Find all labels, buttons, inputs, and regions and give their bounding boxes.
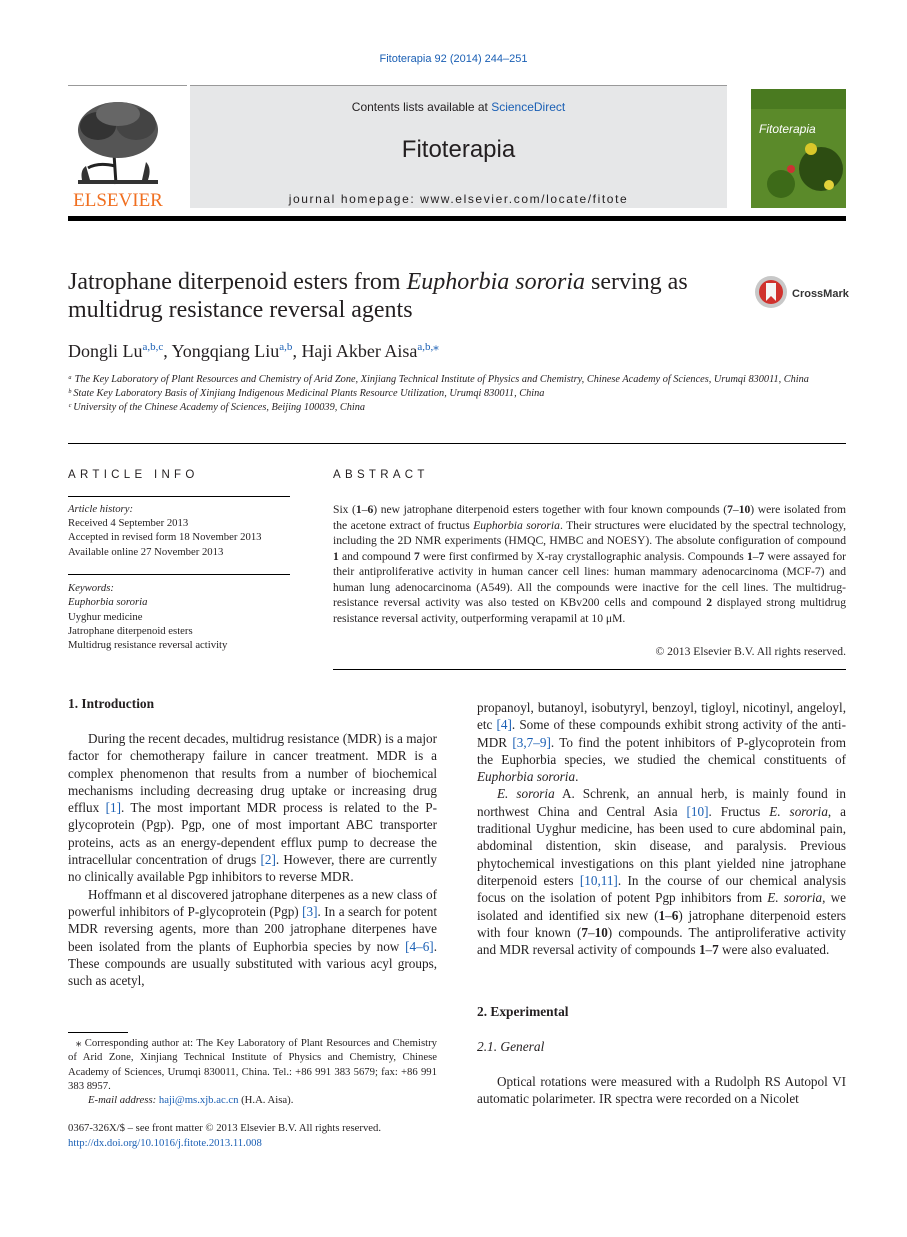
- keyword: Uyghur medicine: [68, 610, 143, 623]
- abstract-copyright: © 2013 Elsevier B.V. All rights reserved.: [655, 645, 846, 658]
- received-date: Received 4 September 2013: [68, 517, 189, 530]
- subsection-heading-general: 2.1. General: [477, 1039, 545, 1054]
- paragraph: During the recent decades, multidrug resistance (MDR) is a major factor for chemotherapy failure in cancer treatment. MDR is a complex phenomenon that results from a number of biochemical mechanisms including decreasing drug uptake or increasing drug efflux [1]. The most important MDR process is related to the P-glycoprotein (Pgp). Pgp, one of most important ABC transporter proteins, acts as an energy-dependent efflux pump to decrease the intracellular concentration of drugs [2]. However, there are currently no clinically available Pgp inhibitors to reverse MDR.: [68, 731, 438, 885]
- cover-title: Fitoterapia: [759, 122, 816, 136]
- article-history: [68, 502, 298, 559]
- author[interactable]: Dongli Lu: [68, 341, 143, 361]
- header-divider: [68, 85, 187, 86]
- issn-line: 0367-326X/$ – see front matter © 2013 Elsevier B.V. All rights reserved.: [68, 1122, 382, 1134]
- elsevier-tree-icon: [68, 96, 168, 208]
- contents-prefix: Contents lists available at: [351, 100, 492, 114]
- author[interactable]: Haji Akber Aisa: [301, 341, 418, 361]
- journal-homepage[interactable]: journal homepage: www.elsevier.com/locate/fitote: [288, 192, 629, 206]
- citation-link[interactable]: [3,7–9]: [512, 734, 551, 750]
- elsevier-wordmark: ELSEVIER: [73, 190, 163, 208]
- author-list: Dongli Lu$^{a,b,c}$, Yongqiang Liu$^{a,b}$, Haji Akber Aisa$^{a,b,⁎}$: [68, 341, 439, 361]
- body-column-left: [68, 730, 437, 989]
- citation-link[interactable]: [10]: [686, 803, 709, 819]
- abstract-text: Six (1–6) new jatrophane diterpenoid esters together with four known compounds (7–10) were isolated from the acetone extract of fructus Euphorbia sororia. Their structures were elucidated by the spectral technology, including the 2D NMR experiments (HMQC, HMBC and NOESY). The absolute configuration of compound 1 and compound 7 were first confirmed by X-ray crystallographic analysis. Compounds 1–7 were assayed for their antiproliferative activity in human cancer cell lines: human mammary adenocarcinoma (MCF-7) and human lung adenocarcinoma (A549). All the compounds were inactive for the cell lines. The multidrug-resistance reversal activity was also tested on KBv200 cells and compound 2 displayed strong multidrug resistance reversal activity, outperforming verapamil at 10 μM.: [333, 503, 847, 625]
- paragraph: Optical rotations were measured with a Rudolph RS Autopol VI automatic polarimeter. IR spectra were recorded on a Nicolet: [477, 1074, 846, 1107]
- abstract-heading: ABSTRACT: [333, 469, 429, 481]
- citation-link[interactable]: [1]: [105, 800, 121, 816]
- affiliations: [68, 373, 858, 415]
- journal-cover: [751, 89, 846, 208]
- section-heading-introduction: 1. Introduction: [68, 696, 155, 711]
- author-affiliation-sup[interactable]: a,b,c: [142, 341, 164, 353]
- revised-date: Accepted in revised form 18 November 2013: [68, 531, 262, 544]
- footnote-divider: [68, 1032, 128, 1033]
- keyword: Multidrug resistance reversal activity: [68, 639, 228, 652]
- paragraph: E. sororia A. Schrenk, an annual herb, is mainly found in northwest China and Central Asia [10]. Fructus E. sororia, a traditional Uyghur medicine, has been used to cure abdominal pain, abdominal distention, skin disease, and paralysis. Previous phytochemical investigations on this plant yielded nine jatrophane diterpenoid esters [10,11]. In the course of our chemical analysis focus on the isolation of potent Pgp inhibitors from E. sororia, we isolated and identified six new (1–6) jatrophane diterpenoid esters with four known (7–10) compounds. The antiproliferative activity and MDR reversal activity of compounds 1–7 were also evaluated.: [477, 786, 847, 958]
- journal-name: Fitoterapia: [401, 136, 516, 163]
- affiliation: ᵇ State Key Laboratory Basis of Xinjiang Indigenous Medicinal Plants Resource Utilization, Urumqi 830011, China: [68, 388, 545, 399]
- section-divider: [68, 443, 846, 444]
- contents-line: [190, 100, 727, 114]
- journal-cover-image: [751, 89, 846, 208]
- author-affiliation-sup[interactable]: a,b,⁎: [417, 341, 439, 353]
- abstract-divider: [333, 669, 846, 670]
- online-date: Available online 27 November 2013: [68, 545, 224, 558]
- doi-link[interactable]: http://dx.doi.org/10.1016/j.fitote.2013.11.008: [68, 1136, 262, 1149]
- article-info-divider: [68, 496, 290, 497]
- crossmark-badge[interactable]: [754, 275, 874, 309]
- keywords: [68, 581, 298, 652]
- citation-link[interactable]: [3]: [302, 903, 318, 919]
- citation-link[interactable]: [2]: [260, 852, 276, 868]
- paragraph: propanoyl, butanoyl, isobutyryl, benzoyl, tigloyl, nicotinyl, angeloyl, etc [4]. Some of these compounds exhibit strong activity of the anti-MDR [3,7–9]. To find the potent inhibitors of P-glycoprotein from the Euphorbia species, we studied the chemical constituents of Euphorbia sororia.: [477, 700, 847, 785]
- email-link[interactable]: haji@ms.xjb.ac.cn: [158, 1094, 239, 1107]
- email-label: E-mail address:: [88, 1094, 159, 1107]
- paragraph: Hoffmann et al discovered jatrophane diterpenes as a new class of powerful inhibitors of P-glycoprotein (Pgp) [3]. In a search for potent MDR reversing agents, more than 200 jatrophane diterpenes have been isolated from the plants of Euphorbia species by now [4–6]. These compounds are usually substituted with various acyl groups, such as acetyl,: [68, 886, 437, 989]
- affiliation: ᶜ University of the Chinese Academy of Sciences, Beijing 100039, China: [68, 402, 366, 413]
- crossmark-icon: [754, 275, 874, 309]
- section-heading-experimental: 2. Experimental: [477, 1004, 569, 1019]
- keyword: Euphorbia sororia: [68, 596, 148, 609]
- sciencedirect-link[interactable]: ScienceDirect: [491, 100, 566, 114]
- citation-link[interactable]: [10,11]: [579, 872, 618, 888]
- article-info-heading: ARTICLE INFO: [68, 469, 199, 481]
- footnote: ⁎ Corresponding author at: The Key Laboratory of Plant Resources and Chemistry of Arid Zone, Xinjiang Technical Institute of Physics and Chemistry, Chinese Academy of Sciences, Urumqi 830011, China. Tel.: +86 991 383 5679; fax: +86 991 383 8957. E-mail address: haji@ms.xjb.ac.cn (H.A. Aisa).: [68, 1037, 437, 1107]
- article-info-divider: [68, 574, 290, 575]
- corresponding-author-note: ⁎ Corresponding author at: The Key Laboratory of Plant Resources and Chemistry of Arid Zone, Xinjiang Technical Institute of Physics and Chemistry, Chinese Academy of Sciences, Urumqi 830011, China. Tel.: +86 991 383 5679; fax: +86 991 383 8957.: [68, 1037, 437, 1092]
- citation-link[interactable]: [4–6]: [405, 938, 434, 954]
- body-column-right-continued: [477, 1073, 846, 1108]
- citation-link[interactable]: [4]: [496, 717, 512, 733]
- body-column-right: [477, 699, 846, 958]
- history-label: Article history:: [68, 503, 134, 515]
- author[interactable]: Yongqiang Liu: [171, 341, 280, 361]
- issn-doi-block: [68, 1121, 381, 1150]
- elsevier-logo: [68, 96, 168, 208]
- journal-reference[interactable]: Fitoterapia 92 (2014) 244–251: [379, 53, 528, 65]
- keywords-label: Keywords:: [68, 582, 114, 594]
- affiliation: ᵃ The Key Laboratory of Plant Resources and Chemistry of Arid Zone, Xinjiang Technical Institute of Physics and Chemistry, Chinese Academy of Sciences, Urumqi 830011, China: [68, 374, 809, 385]
- article-title: Jatrophane diterpenoid esters from Euphorbia sororia serving as multidrug resistance reversal agents: [68, 269, 688, 323]
- keyword: Jatrophane diterpenoid esters: [68, 624, 193, 637]
- author-affiliation-sup[interactable]: a,b: [279, 341, 293, 353]
- header-rule: [68, 216, 846, 221]
- crossmark-label: CrossMark: [792, 288, 849, 300]
